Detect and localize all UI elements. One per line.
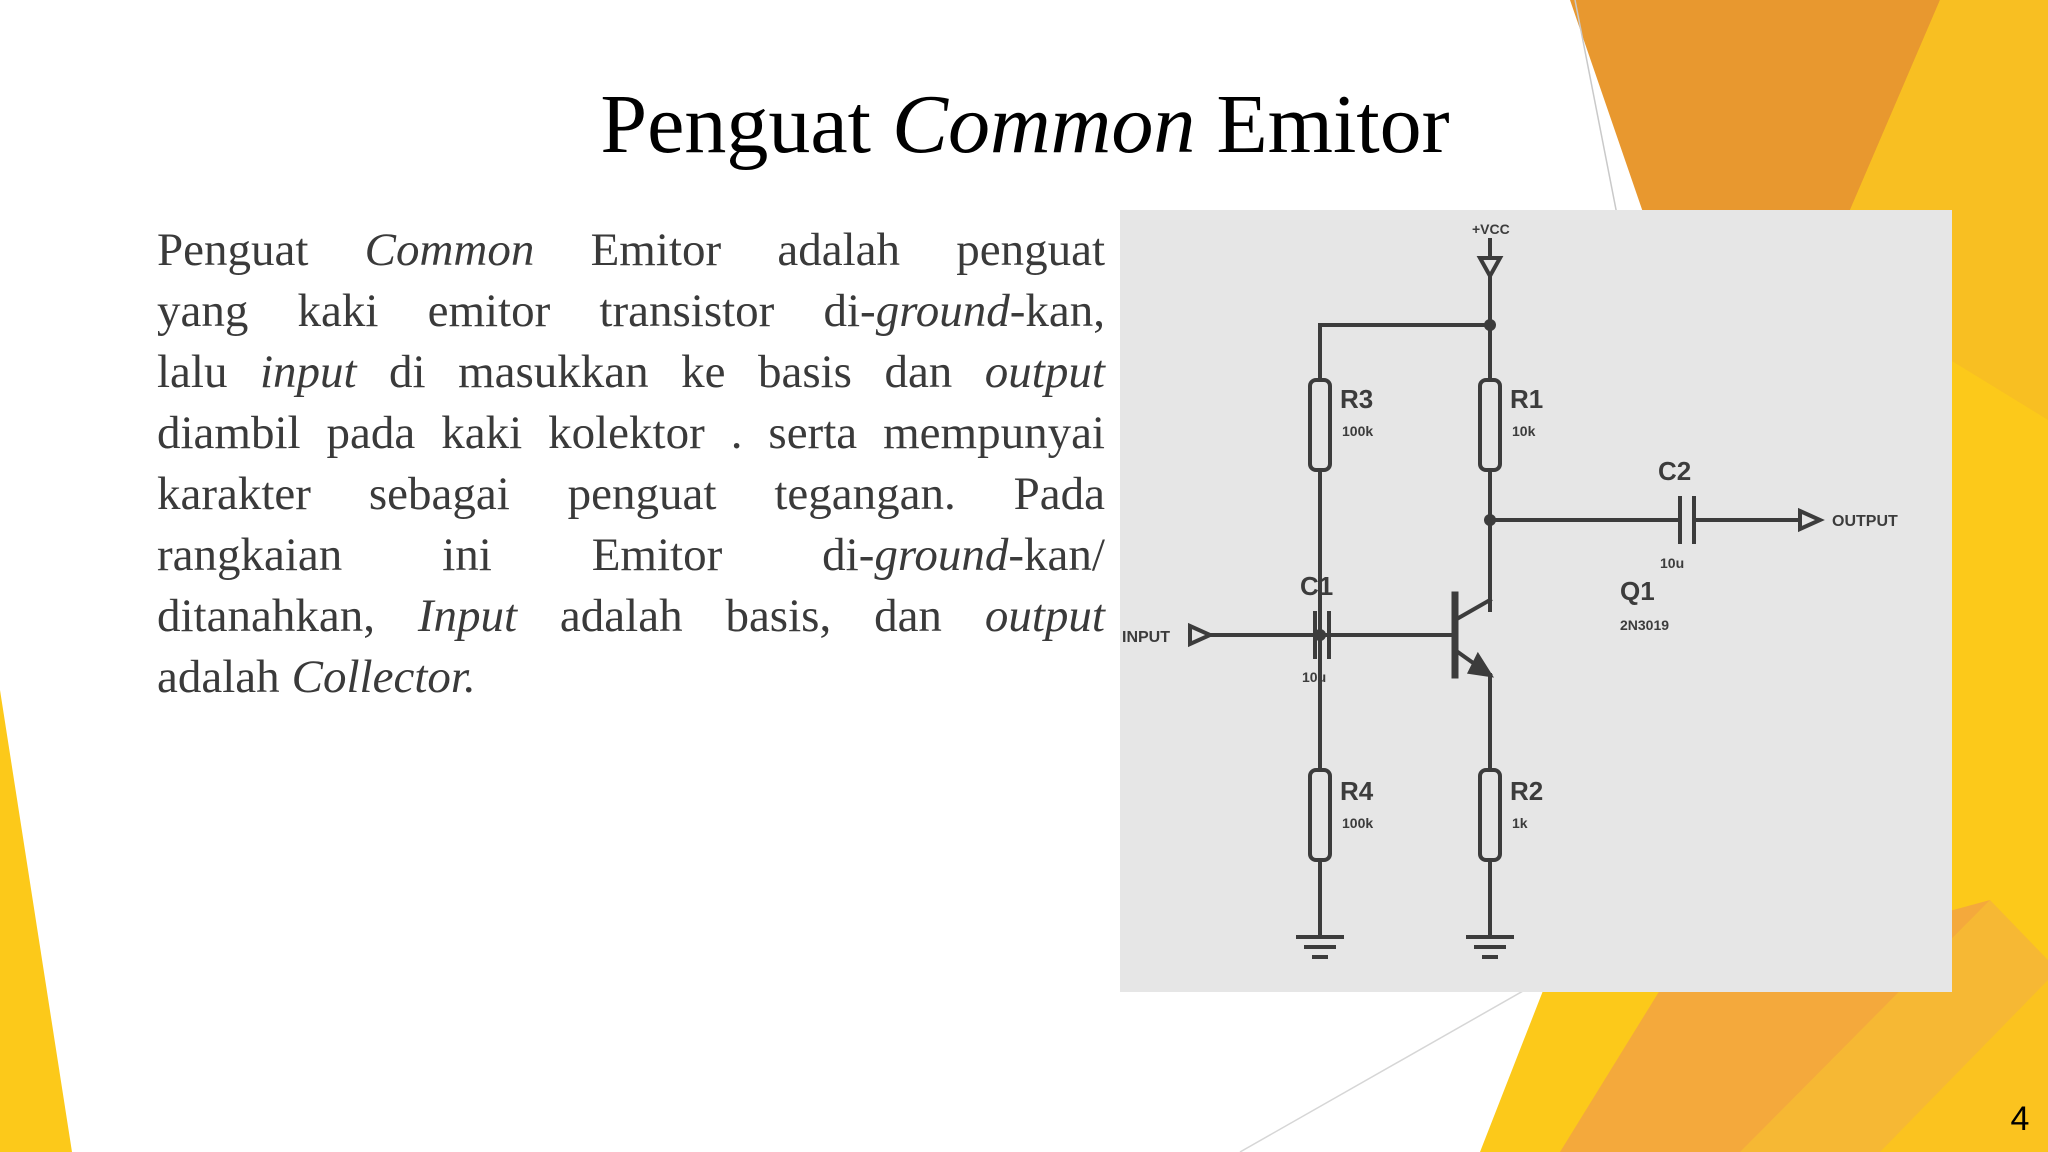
r4-value-label: 100k: [1342, 815, 1374, 831]
r3-name-label: R3: [1340, 384, 1374, 414]
page-number: 4: [2010, 1100, 2030, 1138]
paragraph-word: kaki: [297, 285, 379, 337]
junction-top: [1484, 319, 1496, 331]
r4-name-label: R4: [1340, 776, 1374, 806]
paragraph-word: ditanahkan,: [157, 590, 375, 642]
paragraph-word: masukkan: [458, 346, 649, 398]
paragraph-word: adalah: [157, 651, 280, 703]
paragraph-word: yang: [157, 285, 249, 337]
c1-name-label: C1: [1300, 571, 1334, 601]
circuit-diagram: [1120, 210, 1952, 992]
paragraph-word: adalah: [559, 590, 683, 642]
paragraph-word: kaki: [441, 407, 523, 459]
c2-value-label: 10u: [1660, 555, 1685, 571]
paragraph-line: [157, 220, 1105, 281]
paragraph-word: diambil: [157, 407, 301, 459]
paragraph-line: [157, 647, 1105, 708]
paragraph-word: dan: [884, 346, 953, 398]
paragraph-word: tegangan.: [774, 468, 956, 520]
c2-name-label: C2: [1658, 456, 1692, 486]
paragraph-word: Common: [364, 224, 535, 276]
paragraph-line: [157, 464, 1105, 525]
paragraph-line: [157, 342, 1105, 403]
paragraph-word: penguat: [956, 224, 1105, 276]
paragraph-word: basis,: [725, 590, 832, 642]
paragraph-word: lalu: [157, 346, 228, 398]
body-paragraph: [157, 220, 1105, 708]
paragraph-word: Penguat: [157, 224, 309, 276]
title-part-3: Emitor: [1195, 78, 1450, 171]
paragraph-word: karakter: [157, 468, 311, 520]
r2-name-label: R2: [1510, 776, 1544, 806]
paragraph-word: input: [259, 346, 357, 398]
r3-value-label: 100k: [1342, 423, 1374, 439]
paragraph-word: sebagai: [368, 468, 510, 520]
paragraph-word: output: [984, 590, 1105, 642]
paragraph-line: [157, 281, 1105, 342]
r1-value-label: 10k: [1512, 423, 1536, 439]
r2-value-label: 1k: [1512, 815, 1528, 831]
figure-background: [1120, 210, 1952, 992]
paragraph-word: transistor: [599, 285, 775, 337]
output-label: OUTPUT: [1832, 513, 1898, 530]
r1-name-label: R1: [1510, 384, 1544, 414]
paragraph-word: adalah: [777, 224, 900, 276]
paragraph-word: kolektor: [548, 407, 705, 459]
paragraph-line: [157, 525, 1105, 586]
paragraph-word: Collector.: [291, 651, 476, 703]
input-label: INPUT: [1122, 629, 1170, 646]
paragraph-word: Emitor: [590, 224, 722, 276]
paragraph-line: [157, 586, 1105, 647]
paragraph-word: Emitor: [591, 529, 723, 581]
paragraph-word: output: [984, 346, 1105, 398]
paragraph-word: ke: [681, 346, 726, 398]
paragraph-word: dan: [874, 590, 942, 642]
paragraph-word: di-ground-kan,: [823, 285, 1105, 337]
paragraph-word: rangkaian: [157, 529, 343, 581]
vcc-label: +VCC: [1472, 221, 1510, 237]
paragraph-word: penguat: [567, 468, 717, 520]
c1-value-label: 10u: [1302, 669, 1327, 685]
title-part-2: Common: [891, 78, 1196, 171]
paragraph-word: di-ground-kan/: [822, 529, 1105, 581]
q1-value-label: 2N3019: [1620, 617, 1670, 633]
left-yellow-sliver: [0, 690, 72, 1152]
title-part-1: Penguat: [600, 78, 892, 171]
paragraph-word: basis: [757, 346, 852, 398]
paragraph-line: [157, 403, 1105, 464]
paragraph-word: Input: [417, 590, 518, 642]
junction-base: [1314, 629, 1326, 641]
junction-collector: [1484, 514, 1496, 526]
paragraph-word: mempunyai: [883, 407, 1105, 459]
paragraph-word: serta: [768, 407, 858, 459]
paragraph-word: Pada: [1013, 468, 1105, 520]
paragraph-word: ini: [442, 529, 492, 581]
paragraph-word: di: [389, 346, 426, 398]
q1-name-label: Q1: [1620, 576, 1655, 606]
paragraph-word: emitor: [427, 285, 551, 337]
paragraph-word: pada: [326, 407, 416, 459]
slide-title: [560, 70, 1490, 180]
paragraph-word: .: [730, 407, 743, 459]
